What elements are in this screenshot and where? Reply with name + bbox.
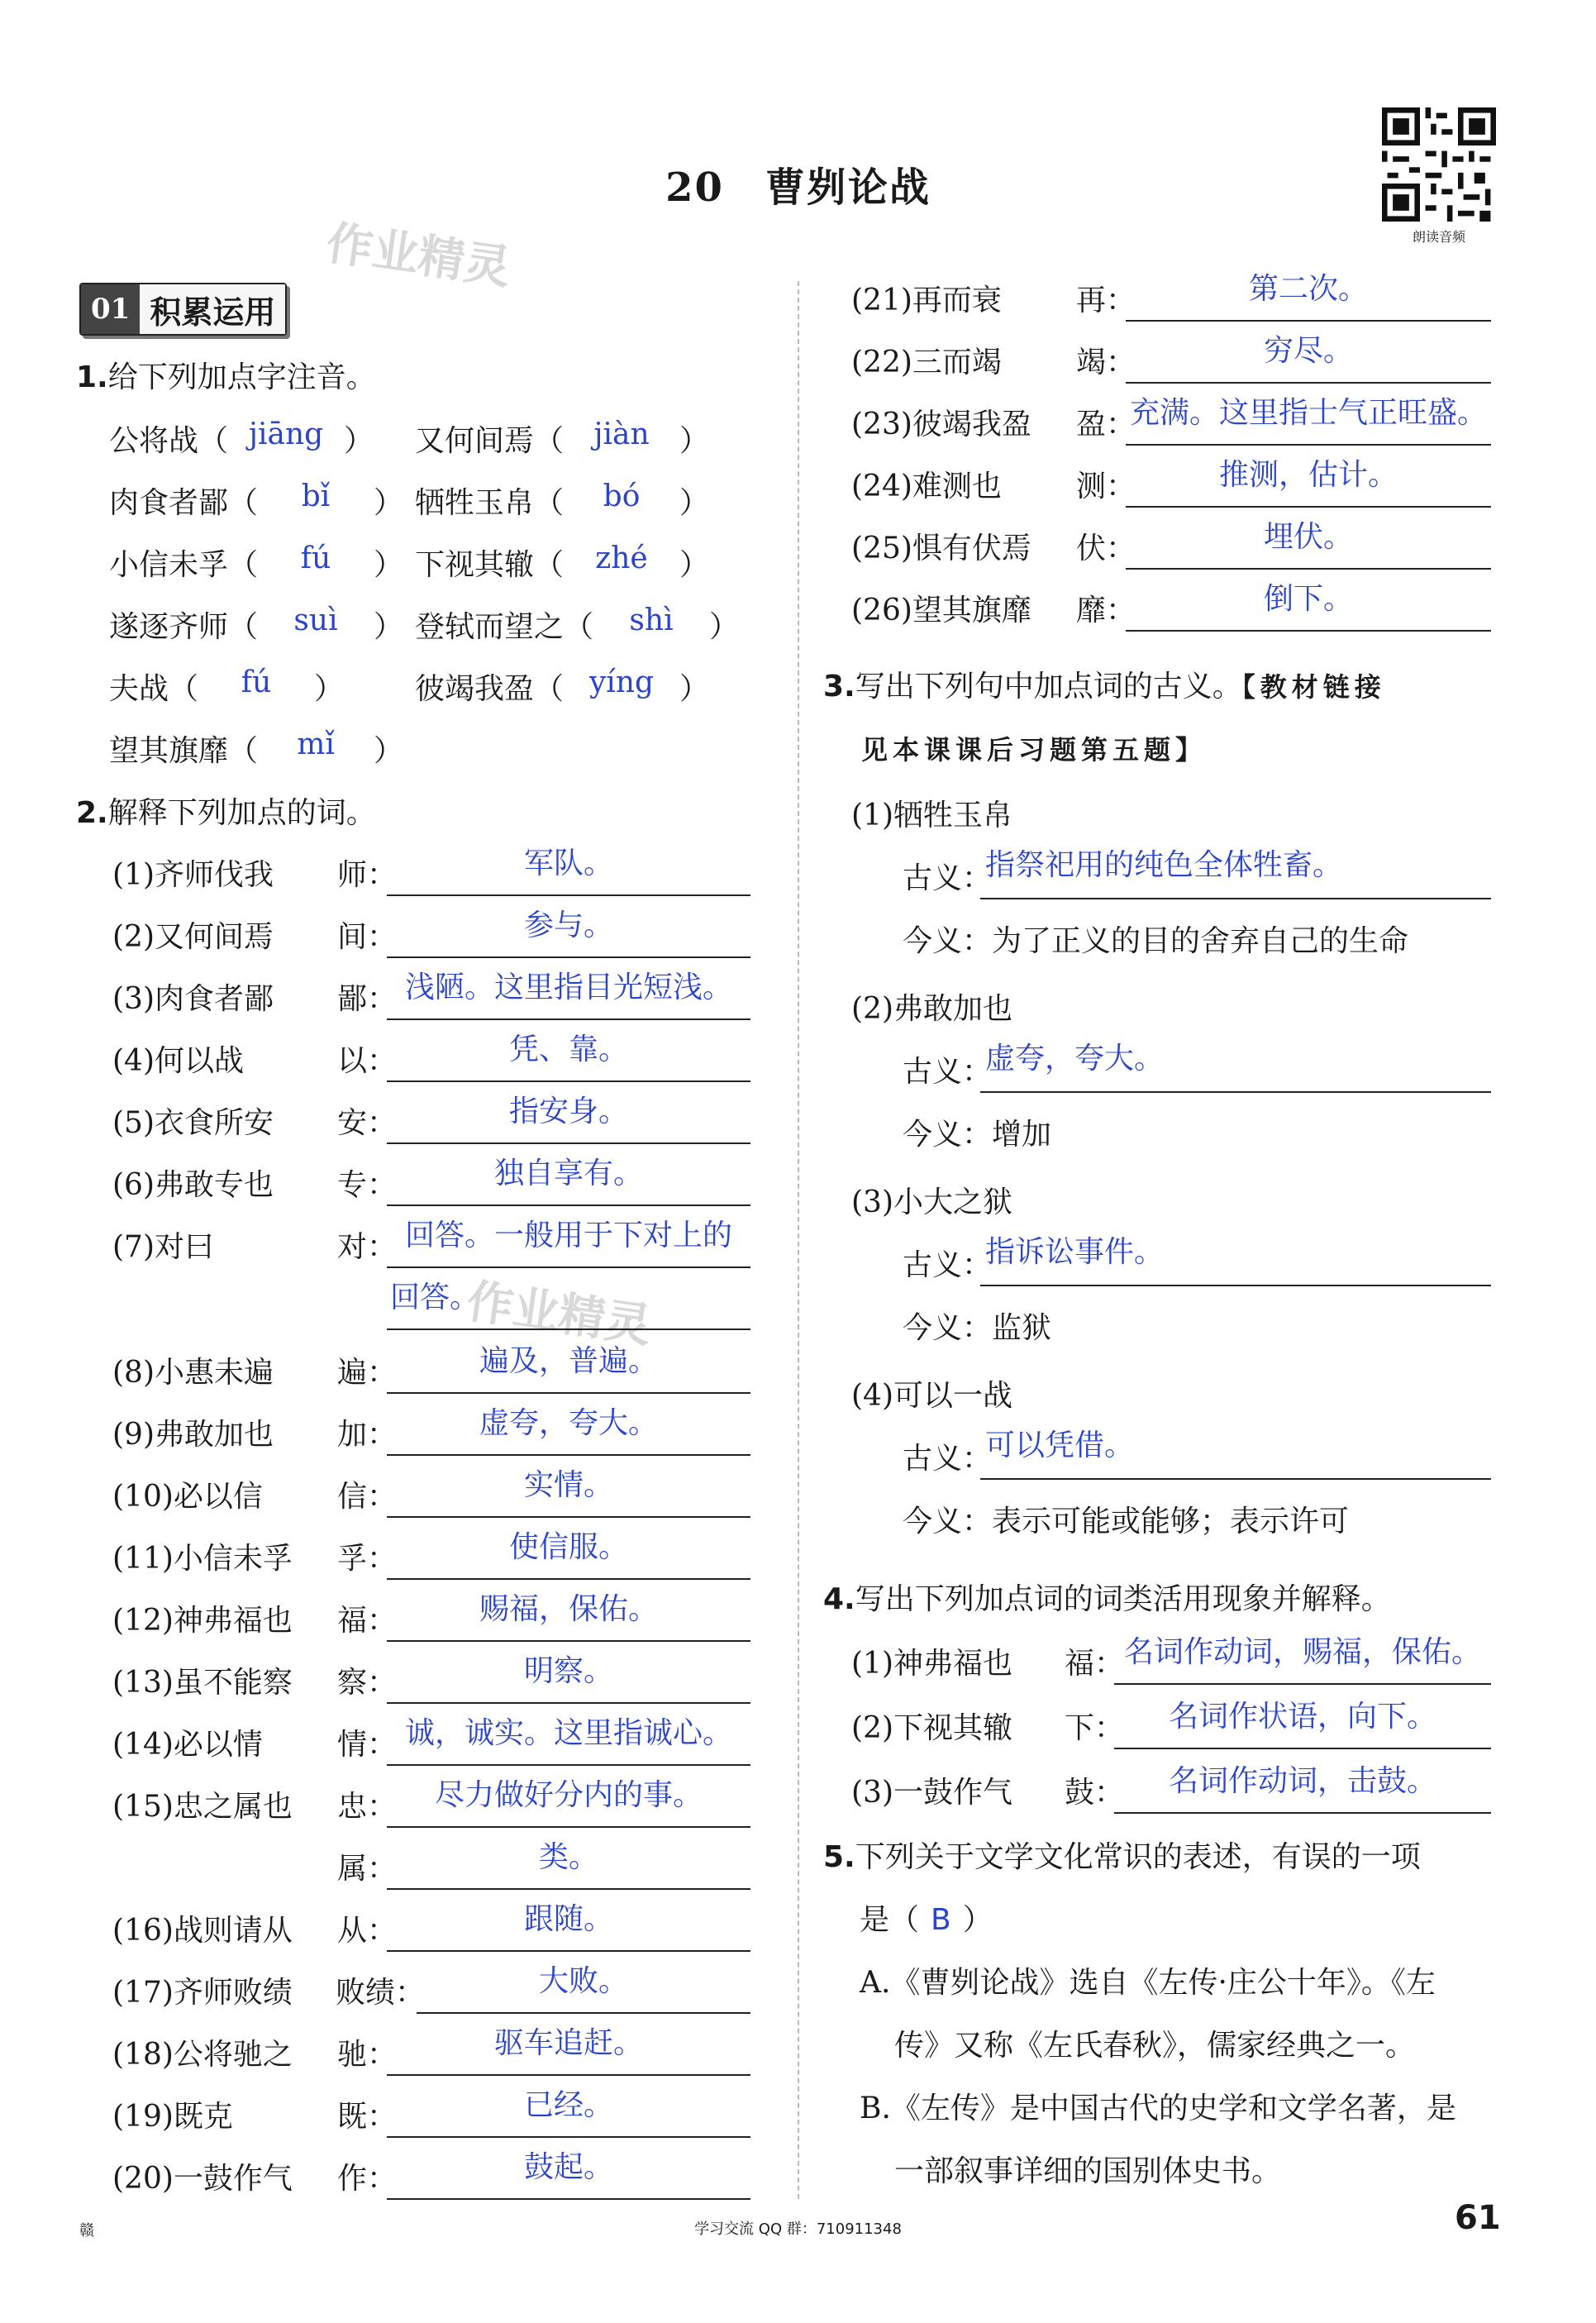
target-word: 忠： [337, 1790, 398, 1824]
answer-text: 名词作状语，向下。 [1168, 1700, 1436, 1734]
answer-text: 驱车追赶。 [493, 2026, 643, 2060]
answer-text: 推测，估计。 [1218, 458, 1398, 492]
answer-line [387, 1702, 750, 1704]
answer-text: 第二次。 [1248, 272, 1368, 306]
pinyin-answer: suì [293, 603, 338, 637]
watermark: 作业精灵 [322, 216, 514, 296]
answer-line [387, 2198, 750, 2200]
answer-text: 实情。 [523, 1468, 613, 1502]
answer-line [387, 956, 750, 958]
option-b-line1: B.《左传》是中国古代的史学和文学名著，是 [860, 2092, 1456, 2125]
target-word: 从： [337, 1914, 398, 1948]
answer-line [387, 2074, 750, 2076]
word-item: (12)神弗福也 [112, 1604, 293, 1638]
answer-line [387, 1640, 750, 1642]
answer-line [387, 1392, 750, 1394]
gu-label: 古义： [903, 1248, 993, 1282]
question-5-answer: B [931, 1903, 951, 1937]
answer-line [980, 1478, 1491, 1480]
answer-line [387, 1454, 750, 1456]
question-1: 1.给下列加点字注音。 [76, 360, 376, 394]
target-word: 盈： [1076, 408, 1136, 441]
pinyin-answer: fú [300, 541, 331, 575]
answer-text: 虚夸，夸大。 [479, 1406, 658, 1440]
section-tag [79, 283, 287, 336]
gu-label: 古义： [903, 1055, 993, 1089]
footer-region: 赣 [79, 2222, 94, 2240]
answer-line [980, 898, 1491, 899]
watermark: 作业精灵 [463, 1274, 655, 1354]
option-a-line2: 传》又称《左氏春秋》，儒家经典之一。 [894, 2029, 1416, 2063]
word-item: (18)公将驰之 [112, 2038, 293, 2072]
answer-text: 已经。 [523, 2088, 613, 2122]
pinyin-item: 小信未孚（ fú ） [109, 541, 404, 582]
answer-line [387, 1142, 750, 1144]
answer-text: 指安身。 [508, 1095, 628, 1128]
question-3: 3.写出下列句中加点词的古义。【教材链接 [823, 670, 1386, 704]
answer-line [387, 894, 750, 896]
pinyin-answer: mǐ [297, 727, 335, 761]
pinyin-item: 公将战（ jiāng ） [109, 417, 374, 458]
answer-line [387, 1080, 750, 1082]
target-word: 孚： [337, 1542, 398, 1576]
word-item: (7)对曰 [112, 1230, 214, 1264]
target-word: 师： [337, 858, 398, 892]
target-word: 驰： [337, 2038, 398, 2072]
answer-text: 尽力做好分内的事。 [434, 1778, 703, 1812]
word-item: (26)望其旗靡 [851, 594, 1031, 627]
word-item: (19)既克 [112, 2100, 233, 2134]
pinyin-answer: yíng [588, 665, 655, 699]
option-a-line1: A.《曹刿论战》选自《左传·庄公十年》。《左 [860, 1966, 1436, 2000]
target-word: 属： [337, 1852, 398, 1886]
word-item: (2)弗敢加也 [851, 992, 1012, 1026]
word-item: (2)下视其辙 [851, 1711, 1012, 1745]
target-word: 败绩： [336, 1976, 426, 2010]
word-item: (6)弗敢专也 [112, 1168, 274, 1202]
word-item: (10)必以信 [112, 1480, 263, 1514]
answer-text: 明察。 [523, 1654, 613, 1688]
answer-line [1114, 1812, 1491, 1814]
answer-text: 遍及，普遍。 [479, 1344, 658, 1378]
section-number: 01 [81, 284, 140, 334]
word-item: (1)神弗福也 [851, 1647, 1012, 1681]
pinyin-answer: jiāng [248, 417, 324, 451]
option-b-line2: 一部叙事详细的国别体史书。 [894, 2154, 1282, 2188]
answer-text: 倒下。 [1263, 582, 1353, 616]
answer-text: 独自享有。 [493, 1157, 643, 1190]
target-word: 情： [337, 1728, 398, 1762]
word-item: (17)齐师败绩 [112, 1976, 293, 2010]
target-word: 竭： [1076, 346, 1136, 379]
answer-line [1126, 568, 1491, 570]
answer-line [1126, 630, 1491, 632]
pinyin-item: 彼竭我盈（ yíng ） [415, 665, 710, 706]
answer-line [387, 1888, 750, 1890]
answer-text: 类。 [538, 1840, 598, 1874]
answer-text: 凭、靠。 [508, 1033, 628, 1066]
word-item: (24)难测也 [851, 470, 1002, 503]
answer-text: 诚，诚实。这里指诚心。 [404, 1716, 732, 1750]
gu-answer: 虚夸，夸大。 [985, 1042, 1165, 1076]
word-item: (15)忠之属也 [112, 1790, 293, 1824]
target-word: 福： [1065, 1647, 1125, 1681]
answer-line [387, 1204, 750, 1206]
pinyin-answer: zhé [595, 541, 648, 575]
jin-line: 今义：监狱 [903, 1311, 1052, 1345]
question-5: 5.下列关于文学文化常识的表述，有误的一项 [823, 1840, 1421, 1874]
page-number: 61 [1455, 2199, 1501, 2237]
target-word: 间： [337, 920, 398, 954]
pinyin-answer: bó [603, 479, 641, 513]
answer-text: 参与。 [523, 909, 613, 942]
pinyin-item: 遂逐齐师（ suì ） [109, 603, 404, 644]
jin-line: 今义：增加 [903, 1118, 1052, 1152]
target-word: 测： [1076, 470, 1136, 503]
target-word: 再： [1076, 284, 1136, 317]
answer-text: 鼓起。 [523, 2150, 613, 2184]
answer-text: 浅陋。这里指目光短浅。 [404, 971, 732, 1004]
answer-text: 名词作动词，击鼓。 [1168, 1764, 1436, 1798]
pinyin-answer: fú [241, 665, 272, 699]
answer-line [387, 1328, 750, 1330]
answer-text: 穷尽。 [1263, 334, 1353, 368]
target-word: 伏： [1076, 532, 1136, 565]
word-item: (11)小信未孚 [112, 1542, 293, 1576]
pinyin-answer: bǐ [301, 479, 331, 513]
answer-line [1126, 320, 1491, 322]
word-item: (13)虽不能察 [112, 1666, 293, 1700]
answer-text: 埋伏。 [1263, 520, 1353, 554]
answer-line [1126, 444, 1491, 446]
target-word: 加： [337, 1418, 398, 1452]
gu-answer: 可以凭借。 [985, 1429, 1135, 1462]
word-item: (25)惧有伏焉 [851, 532, 1031, 565]
word-item: (21)再而衰 [851, 284, 1002, 317]
pinyin-item: 牺牲玉帛（ bó ） [415, 479, 710, 520]
word-item: (1)齐师伐我 [112, 858, 274, 892]
target-word: 遍： [337, 1356, 398, 1390]
pinyin-item: 下视其辙（ zhé ） [415, 541, 710, 582]
gu-label: 古义： [903, 1442, 993, 1476]
answer-text: 军队。 [523, 847, 613, 880]
answer-line [387, 1764, 750, 1766]
target-word: 靡： [1076, 594, 1136, 627]
jin-line: 今义：表示可能或能够；表示许可 [903, 1505, 1350, 1538]
qr-label: 朗读音频 [1412, 229, 1465, 245]
word-item: (5)衣食所安 [112, 1106, 274, 1140]
answer-text: 赐福，保佑。 [479, 1592, 658, 1626]
answer-line [417, 2012, 750, 2014]
word-item: (16)战则请从 [112, 1914, 293, 1948]
target-word: 以： [337, 1044, 398, 1078]
word-item: (22)三而竭 [851, 346, 1002, 379]
word-item: (14)必以情 [112, 1728, 263, 1762]
jin-line: 今义：为了正义的目的舍弃自己的生命 [903, 924, 1409, 958]
question-4: 4.写出下列加点词的词类活用现象并解释。 [823, 1582, 1391, 1616]
target-word: 察： [337, 1666, 398, 1700]
pinyin-item: 登轼而望之（ shì ） [415, 603, 740, 644]
answer-line [980, 1285, 1491, 1286]
answer-text: 跟随。 [523, 1902, 613, 1936]
word-item: (3)一鼓作气 [851, 1776, 1012, 1810]
column-divider [798, 281, 799, 2199]
target-word: 对： [337, 1230, 398, 1264]
pinyin-item: 望其旗靡（ mǐ ） [109, 727, 404, 768]
target-word: 下： [1065, 1711, 1125, 1745]
answer-text: 使信服。 [508, 1530, 628, 1564]
gu-answer: 指诉讼事件。 [985, 1235, 1165, 1269]
word-item: (4)何以战 [112, 1044, 244, 1078]
answer-line [1126, 382, 1491, 384]
pinyin-item: 肉食者鄙（ bǐ ） [109, 479, 404, 520]
answer-line [1126, 506, 1491, 508]
answer-line [387, 1516, 750, 1518]
pinyin-answer: shì [629, 603, 674, 637]
answer-line [1114, 1748, 1491, 1749]
gu-label: 古义： [903, 861, 993, 895]
answer-line [387, 1826, 750, 1828]
word-item: (2)又何间焉 [112, 920, 274, 954]
answer-text: 大败。 [538, 1964, 628, 1998]
answer-line [387, 2136, 750, 2138]
qr-code-icon [1382, 107, 1496, 222]
word-item: (3)小大之狱 [851, 1185, 1012, 1219]
answer-line [1114, 1683, 1491, 1685]
word-item: (9)弗敢加也 [112, 1418, 274, 1452]
answer-line [387, 1266, 750, 1268]
answer-line [980, 1091, 1491, 1093]
answer-text: 回答。一般用于下对上的 [404, 1219, 732, 1252]
target-word: 既： [337, 2100, 398, 2134]
answer-line [387, 1578, 750, 1580]
word-item: (3)肉食者鄙 [112, 982, 274, 1016]
pinyin-item: 夫战（ fú ） [109, 665, 345, 706]
answer-text: 充满。这里指士气正旺盛。 [1129, 396, 1487, 430]
word-item: (8)小惠未遍 [112, 1356, 274, 1390]
footer-group: 学习交流 QQ 群：710911348 [694, 2220, 902, 2238]
pinyin-answer: jiàn [593, 417, 650, 451]
section-label: 积累运用 [140, 284, 285, 334]
target-word: 福： [337, 1604, 398, 1638]
target-word: 鄙： [337, 982, 398, 1016]
question-5-answer-line: 是（ B ） [860, 1903, 993, 1937]
target-word: 安： [337, 1106, 398, 1140]
answer-line [387, 1018, 750, 1020]
pinyin-item: 又何间焉（ jiàn ） [415, 417, 710, 458]
word-item: (1)牺牲玉帛 [851, 799, 1012, 832]
target-word: 鼓： [1065, 1776, 1125, 1810]
word-item: (23)彼竭我盈 [851, 408, 1031, 441]
question-2: 2.解释下列加点的词。 [76, 796, 376, 830]
word-item: (4)可以一战 [851, 1379, 1012, 1413]
target-word: 作： [337, 2162, 398, 2196]
target-word: 信： [337, 1480, 398, 1514]
page-title: 20 曹刿论战 [665, 165, 931, 211]
gu-answer: 指祭祀用的纯色全体牲畜。 [985, 848, 1343, 882]
target-word: 专： [337, 1168, 398, 1202]
question-3-bracket: 见本课课后习题第五题】 [861, 734, 1208, 766]
word-item: (20)一鼓作气 [112, 2162, 293, 2196]
answer-line [387, 1950, 750, 1952]
answer-text: 名词作动词，赐福，保佑。 [1123, 1635, 1481, 1669]
answer-text: 回答。 [390, 1281, 480, 1314]
